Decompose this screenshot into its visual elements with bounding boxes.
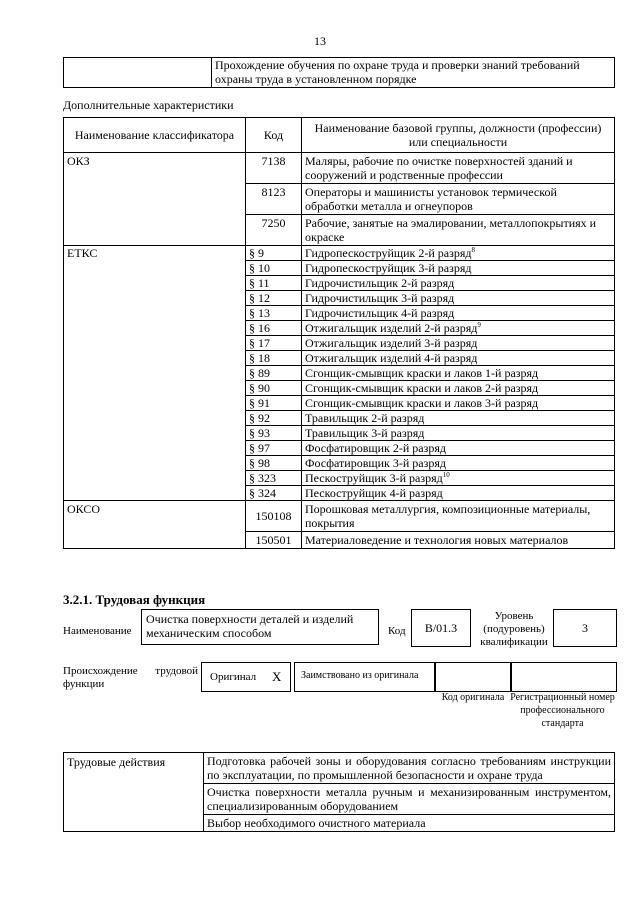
etks-name: Травильщик 3-й разряд	[302, 426, 615, 441]
okz-name: Рабочие, занятые на эмалировании, металлопокрытиях и окраске	[302, 215, 615, 246]
etks-name: Сгонщик-смывщик краски и лаков 3-й разряд	[302, 396, 615, 411]
etks-code: § 16	[246, 321, 302, 336]
etks-name: Фосфатировщик 2-й разряд	[302, 441, 615, 456]
function-code-value: B/01.3	[411, 609, 471, 647]
etks-code: § 18	[246, 351, 302, 366]
classifier-table	[63, 117, 615, 549]
etks-code: § 97	[246, 441, 302, 456]
etks-name: Отжигальщик изделий 3-й разряд	[302, 336, 615, 351]
labor-actions-table	[63, 752, 615, 832]
labor-action-item: Выбор необходимого очистного материала	[204, 815, 615, 832]
etks-code: § 323	[246, 471, 302, 486]
etks-code: § 11	[246, 276, 302, 291]
etks-name: Фосфатировщик 3-й разряд	[302, 456, 615, 471]
etks-code: § 92	[246, 411, 302, 426]
okz-name: Операторы и машинисты установок термической обработки металла и огнеупоров	[302, 184, 615, 215]
etks-name: Травильщик 2-й разряд	[302, 411, 615, 426]
footnote-mark: 8	[471, 246, 475, 254]
labor-function-title: 3.2.1. Трудовая функция	[63, 592, 206, 607]
borrowed-label: Заимствовано из оригинала	[301, 670, 419, 681]
additional-characteristics-title: Дополнительные характеристики	[63, 98, 234, 112]
code-original-caption: Код оригинала	[441, 692, 505, 703]
etks-name: Гидрочистильщик 4-й разряд	[302, 306, 615, 321]
etks-name: Отжигальщик изделий 4-й разряд	[302, 351, 615, 366]
page-number: 13	[314, 34, 326, 48]
classifier-okso: ОКСО	[64, 501, 246, 549]
etks-code: § 13	[246, 306, 302, 321]
etks-name: Пескоструйщик 4-й разряд	[302, 486, 615, 501]
etks-code: § 90	[246, 381, 302, 396]
header-code: Код	[246, 118, 302, 153]
etks-name: Пескоструйщик 3-й разряд$^{10}$	[302, 471, 615, 486]
origin-label: Происхождение трудовой функции	[63, 665, 198, 690]
level-label: Уровень (подуровень) квалификации	[480, 610, 548, 648]
etks-name: Гидрочистильщик 3-й разряд	[302, 291, 615, 306]
etks-name: Гидропескоструйщик 3-й разряд	[302, 261, 615, 276]
okso-name: Порошковая металлургия, композиционные материалы, покрытия	[302, 501, 615, 532]
original-cell	[201, 662, 291, 692]
etks-name: Сгонщик-смывщик краски и лаков 2-й разряд	[302, 381, 615, 396]
qualification-level-value: 3	[553, 609, 617, 647]
okz-code: 7138	[246, 153, 302, 184]
header-group-name: Наименование базовой группы, должности (профессии) или специальности	[302, 118, 615, 153]
borrowed-cell	[294, 662, 436, 692]
original-label: Оригинал	[210, 671, 257, 683]
etks-name: Сгонщик-смывщик краски и лаков 1-й разряд	[302, 366, 615, 381]
etks-code: § 89	[246, 366, 302, 381]
okz-code: 8123	[246, 184, 302, 215]
okso-name: Материаловедение и технология новых материалов	[302, 532, 615, 549]
classifier-etks: ЕТКС	[64, 246, 246, 501]
etks-code: § 324	[246, 486, 302, 501]
etks-code: § 93	[246, 426, 302, 441]
okz-name: Маляры, рабочие по очистке поверхностей зданий и сооружений и родственные профессии	[302, 153, 615, 184]
etks-code: § 91	[246, 396, 302, 411]
etks-code: § 12	[246, 291, 302, 306]
labor-action-item: Подготовка рабочей зоны и оборудования согласно требованиям инструкции по эксплуатации, по промышленной безопасности и охране труда	[204, 753, 615, 784]
original-mark: X	[272, 669, 282, 684]
labor-action-item: Очистка поверхности металла ручным и механизированным инструментом, специализированным оборудованием	[204, 784, 615, 815]
top-table-empty-cell	[64, 58, 212, 88]
etks-name: Гидрочистильщик 2-й разряд	[302, 276, 615, 291]
labor-actions-label: Трудовые действия	[64, 753, 204, 832]
reg-number-cell	[510, 662, 617, 692]
classifier-okz: ОКЗ	[64, 153, 246, 246]
reg-number-caption: Регистрационный номер профессионального стандарта	[510, 692, 615, 729]
okso-code: 150501	[246, 532, 302, 549]
code-label: Код	[388, 625, 406, 637]
function-name-value: Очистка поверхности деталей и изделий механическим способом	[141, 609, 379, 645]
etks-code: § 98	[246, 456, 302, 471]
etks-code: § 17	[246, 336, 302, 351]
etks-name: Гидропескоструйщик 2-й разряд$^8$	[302, 246, 615, 261]
footnote-mark: 9	[477, 321, 481, 329]
etks-code: § 10	[246, 261, 302, 276]
code-original-cell	[434, 662, 512, 692]
etks-name: Отжигальщик изделий 2-й разряд$^9$	[302, 321, 615, 336]
footnote-mark: 10	[442, 471, 450, 479]
okz-code: 7250	[246, 215, 302, 246]
top-table-text: Прохождение обучения по охране труда и проверки знаний требований охраны труда в установленном порядке	[212, 58, 615, 88]
top-continuation-table	[63, 57, 615, 88]
header-classifier-name: Наименование классификатора	[64, 118, 246, 153]
etks-code: § 9	[246, 246, 302, 261]
name-label: Наименование	[63, 625, 132, 637]
okso-code: 150108	[246, 501, 302, 532]
